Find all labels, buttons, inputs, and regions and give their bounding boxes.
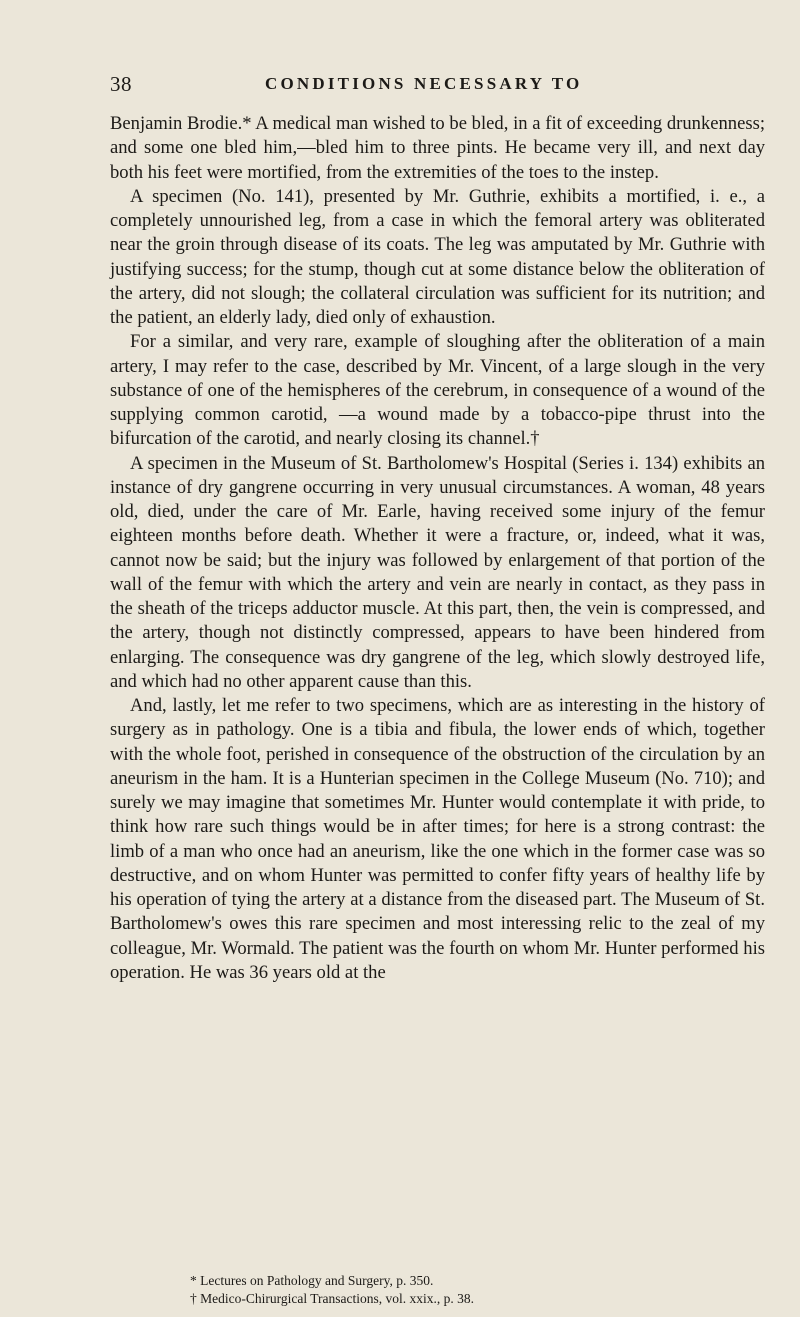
footnote-2: † Medico-Chirurgical Transactions, vol. xxix., p. 38.	[190, 1291, 474, 1306]
running-title: CONDITIONS NECESSARY TO	[265, 74, 583, 93]
page-number: 38	[110, 72, 132, 96]
footnote-1: * Lectures on Pathology and Surgery, p. 350.	[190, 1273, 434, 1288]
paragraph-vincent-case: For a similar, and very rare, example of sloughing after the obliteration of a main artery, I may refer to the case, described by Mr. Vincent, of a large slough in the very substance of one of the hemispheres of the cerebrum, in consequence of a wound of the supplying common carotid, —a wound made by a tobacco-pipe thrust into the bifurcation of the carotid, and nearly closing its channel.†	[110, 331, 765, 450]
footnotes	[110, 1272, 765, 1308]
paragraph-brodie: Benjamin Brodie.* A medical man wished to be bled, in a fit of exceeding drunkenness; and some one bled him,—bled him to three pints. He became very ill, and next day both his feet were mortified, from the extremities of the toes to the instep.	[110, 113, 765, 183]
body-text	[110, 112, 765, 985]
paragraph-guthrie-specimen: A specimen (No. 141), presented by Mr. Guthrie, exhibits a mortified, i. e., a completely unnourished leg, from a case in which the femoral artery was obliterated near the groin through disease of its coats. The leg was amputated by Mr. Guthrie with justifying success; for the stump, though cut at some distance below the obliteration of the artery, did not slough; the collateral circulation was sufficient for its nutrition; and the patient, an elderly lady, died only of exhaustion.	[110, 185, 765, 328]
paragraph-hunterian-specimen: And, lastly, let me refer to two specimens, which are as interesting in the history of surgery as in pathology. One is a tibia and fibula, the lower ends of which, together with the whole foot, perished in consequence of the obstruction of the circulation by an aneurism in the ham. It is a Hunterian specimen in the College Museum (No. 710); and surely we may imagine that sometimes Mr. Hunter would contemplate it with pride, to think how rare such things would be in after times; for here is a strong contrast: the limb of a man who once had an aneurism, like the one which in the former case was so destructive, and on whom Hunter was permitted to confer fifty years of healthy life by his operation of tying the artery at a distance from the diseased part. The Museum of St. Bartholomew's owes this rare specimen and most interessing relic to the zeal of my colleague, Mr. Wormald. The patient was the fourth on whom Mr. Hunter performed his operation. He was 36 years old at the	[110, 695, 765, 983]
paragraph-bartholomew-specimen: A specimen in the Museum of St. Bartholomew's Hospital (Series i. 134) exhibits an instance of dry gangrene occurring in very unusual circumstances. A woman, 48 years old, died, under the care of Mr. Earle, having received some injury of the femur eighteen months before death. Whether it were a fracture, or, indeed, what it was, cannot now be said; but the injury was followed by enlargement of that portion of the wall of the femur with which the artery and vein are nearly in contact, as they pass in the sheath of the triceps adductor muscle. At this part, then, the vein is compressed, and the artery, though not distinctly compressed, appears to have been hindered from enlarging. The consequence was dry gangrene of the leg, which slowly destroyed life, and which had no other apparent cause than this.	[110, 452, 765, 692]
running-head	[0, 72, 800, 102]
